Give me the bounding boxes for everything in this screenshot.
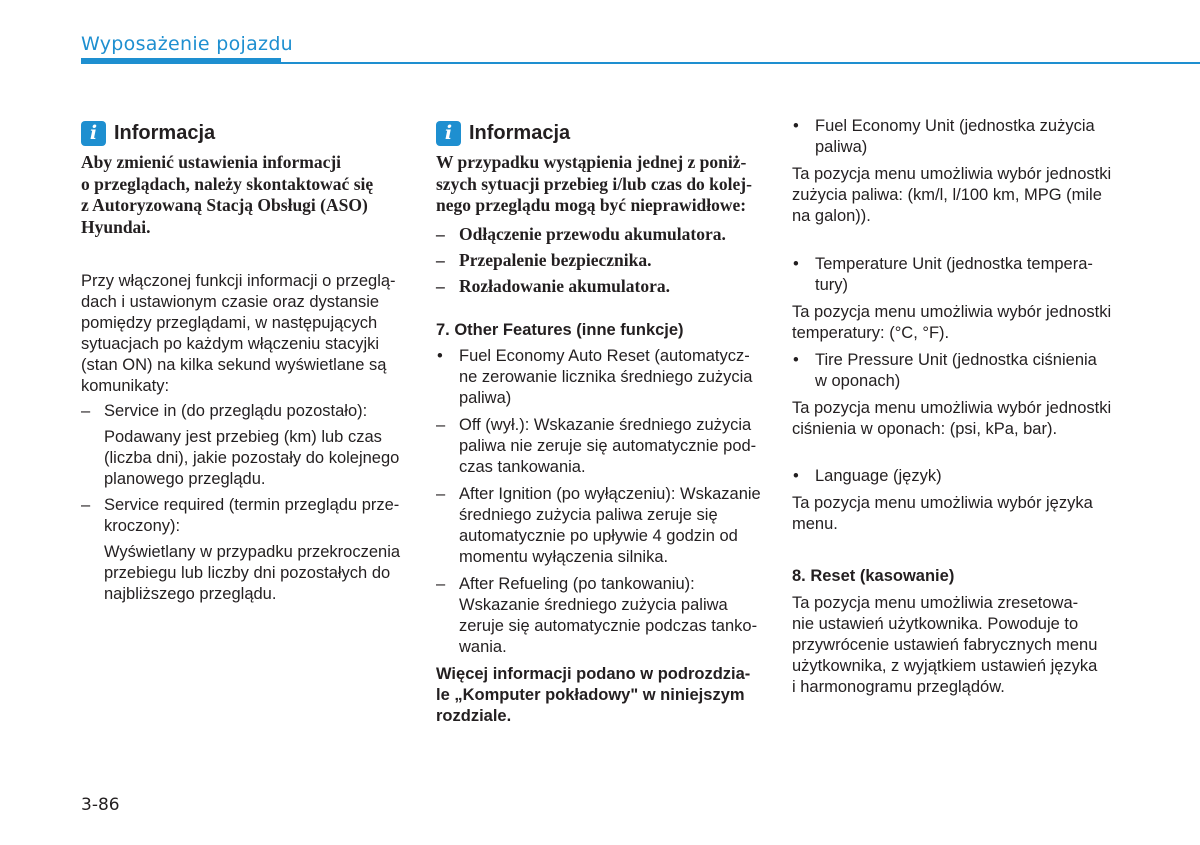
dash-mark: –: [436, 484, 446, 503]
list-item-text: [104, 495, 408, 537]
text-line: Fuel Economy Unit (jednostka zużycia: [815, 117, 1095, 135]
text-line: przebiegu lub liczby dni pozostałych do: [104, 564, 391, 582]
description-paragraph: [792, 493, 1120, 535]
list-item: [436, 415, 764, 478]
bullet-item: [436, 346, 764, 409]
list-item-text: [459, 484, 764, 568]
info-box-header: [436, 119, 764, 147]
text-line: menu.: [792, 515, 838, 533]
header-rule-accent: [81, 58, 281, 64]
info-list-item: [436, 247, 764, 273]
text-line: Podawany jest przebieg (km) lub czas: [104, 428, 382, 446]
subsection-heading: 7. Other Features (inne funkcje): [436, 320, 684, 339]
subsection-heading: 8. Reset (kasowanie): [792, 567, 955, 585]
info-list-item: [436, 273, 764, 299]
text-line: Fuel Economy Auto Reset (automatycz-: [459, 346, 750, 365]
info-title: Informacja: [469, 121, 571, 144]
dash-mark: –: [81, 496, 91, 514]
list-item: [81, 495, 408, 537]
info-icon: i: [81, 121, 106, 146]
bullet-text: Language (język): [815, 467, 942, 485]
text-line: After Refueling (po tankowaniu):: [459, 574, 695, 593]
text-line: Przy włączonej funkcji informacji o przeglą-: [81, 272, 396, 290]
text-line: Service required (termin przeglądu prze-: [104, 496, 400, 514]
bullet-mark: •: [793, 255, 799, 273]
description-paragraph: [792, 398, 1120, 440]
list-item: [436, 574, 764, 658]
text-line: automatycznie po upływie 4 godzin od: [459, 526, 738, 545]
text-line: Tire Pressure Unit (jednostka ciśnienia: [815, 351, 1097, 369]
dash-mark: –: [436, 249, 445, 270]
info-line: W przypadku wystąpienia jednej z poniż-: [436, 152, 747, 172]
text-line: Ta pozycja menu umożliwia wybór jednostki: [792, 303, 1112, 321]
bullet-mark: •: [793, 117, 799, 135]
text-line: w oponach): [815, 372, 901, 390]
info-list: [436, 221, 764, 299]
text-line: Ta pozycja menu umożliwia wybór języka: [792, 494, 1093, 512]
text-line: ne zerowanie licznika średniego zużycia: [459, 367, 753, 386]
text-line: wania.: [459, 637, 507, 656]
info-line: o przeglądach, należy skontaktować się: [81, 173, 374, 194]
text-line: sytuacjach po każdym włączeniu stacyjki: [81, 335, 380, 353]
text-line: pomiędzy przeglądami, w następujących: [81, 314, 378, 332]
list-item-detail: [81, 542, 408, 605]
dash-mark: –: [436, 275, 445, 296]
text-line: Ta pozycja menu umożliwia zresetowa-: [792, 594, 1079, 612]
list-item-text: Service in (do przeglądu pozostało):: [104, 402, 368, 420]
text-line: paliwa): [459, 388, 512, 407]
text-line: Ta pozycja menu umożliwia wybór jednostki: [792, 165, 1112, 183]
bullet-text: [815, 350, 1120, 392]
text-line: dach i ustawionym czasie oraz dystansie: [81, 293, 380, 311]
text-line: przywrócenie ustawień fabrycznych menu: [792, 636, 1098, 654]
reference-note: [436, 664, 764, 727]
info-box-header: [81, 119, 408, 147]
section-title: Wyposażenie pojazdu: [81, 33, 294, 55]
info-list-text: Odłączenie przewodu akumulatora.: [459, 223, 726, 244]
text-line: tury): [815, 276, 848, 294]
text-line: komunikaty:: [81, 377, 170, 395]
text-line: planowego przeglądu.: [104, 470, 266, 488]
text-line: Wyświetlany w przypadku przekroczenia: [104, 543, 401, 561]
bullet-mark: •: [793, 351, 799, 369]
text-line: momentu wyłączenia silnika.: [459, 547, 669, 566]
info-title: Informacja: [114, 121, 216, 144]
text-line: na galon)).: [792, 207, 871, 225]
text-line: paliwa): [815, 138, 868, 156]
text-line: le „Komputer pokładowy" w niniejszym: [436, 685, 745, 704]
bullet-text: [815, 254, 1120, 296]
text-line: czas tankowania.: [459, 457, 586, 476]
text-line: temperatury: (°C, °F).: [792, 324, 950, 342]
text-line: średniego zużycia paliwa zeruje się: [459, 505, 718, 524]
bullet-item: [792, 116, 1120, 158]
text-line: Więcej informacji podano w podrozdzia-: [436, 664, 751, 683]
text-line: kroczony):: [104, 517, 181, 535]
dash-mark: –: [436, 223, 445, 244]
dash-mark: –: [436, 415, 446, 434]
intro-paragraph: [81, 271, 408, 397]
list-item: [81, 401, 408, 422]
text-line: (stan ON) na kilka sekund wyświetlane są: [81, 356, 387, 374]
column-middle: [436, 119, 764, 727]
text-line: nie ustawień użytkownika. Powoduje to: [792, 615, 1079, 633]
info-line: szych sytuacji przebieg i/lub czas do kolej-: [436, 173, 752, 194]
text-line: najbliższego przeglądu.: [104, 585, 277, 603]
info-list-item: [436, 221, 764, 247]
bullet-item: [792, 466, 1120, 487]
text-line: Ta pozycja menu umożliwia wybór jednostki: [792, 399, 1112, 417]
list-item: [436, 484, 764, 568]
text-line: zeruje się automatycznie podczas tanko-: [459, 616, 758, 635]
text-line: Wskazanie średniego zużycia paliwa: [459, 595, 728, 614]
text-line: paliwa nie zeruje się automatycznie pod-: [459, 436, 757, 455]
text-line: zużycia paliwa: (km/l, l/100 km, MPG (mile: [792, 186, 1102, 204]
description-paragraph: [792, 164, 1120, 227]
info-icon: i: [436, 121, 461, 146]
info-list-text: Rozładowanie akumulatora.: [459, 275, 670, 296]
dash-mark: –: [81, 402, 91, 420]
text-line: Off (wył.): Wskazanie średniego zużycia: [459, 415, 752, 434]
info-text: [436, 152, 764, 217]
bullet-mark: •: [437, 346, 443, 365]
info-list-text: Przepalenie bezpiecznika.: [459, 249, 652, 270]
list-item-text: [459, 415, 764, 478]
page-number: 3-86: [81, 795, 120, 815]
list-item-detail: [81, 427, 408, 490]
text-line: After Ignition (po wyłączeniu): Wskazanie: [459, 484, 761, 503]
text-line: i harmonogramu przeglądów.: [792, 678, 1005, 696]
description-paragraph: [792, 302, 1120, 344]
column-right: [792, 116, 1120, 698]
bullet-item: [792, 350, 1120, 392]
bullet-mark: •: [793, 467, 799, 485]
text-line: użytkownika, z wyjątkiem ustawień języka: [792, 657, 1098, 675]
info-line: Hyundai.: [81, 216, 151, 237]
info-line: Aby zmienić ustawienia informacji: [81, 152, 342, 172]
bullet-text: [459, 346, 764, 409]
bullet-text: [815, 116, 1120, 158]
text-line: ciśnienia w oponach: (psi, kPa, bar).: [792, 420, 1058, 438]
info-text: [81, 152, 408, 238]
column-left: [81, 119, 408, 605]
reset-paragraph: [792, 593, 1120, 698]
list-item-text: [459, 574, 764, 658]
text-line: (liczba dni), jakie pozostały do kolejnego: [104, 449, 400, 467]
dash-mark: –: [436, 574, 446, 593]
info-line: nego przeglądu mogą być nieprawidłowe:: [436, 195, 747, 215]
text-line: Temperature Unit (jednostka tempera-: [815, 255, 1093, 273]
bullet-item: [792, 254, 1120, 296]
text-line: rozdziale.: [436, 706, 512, 725]
info-line: z Autoryzowaną Stacją Obsługi (ASO): [81, 195, 368, 215]
